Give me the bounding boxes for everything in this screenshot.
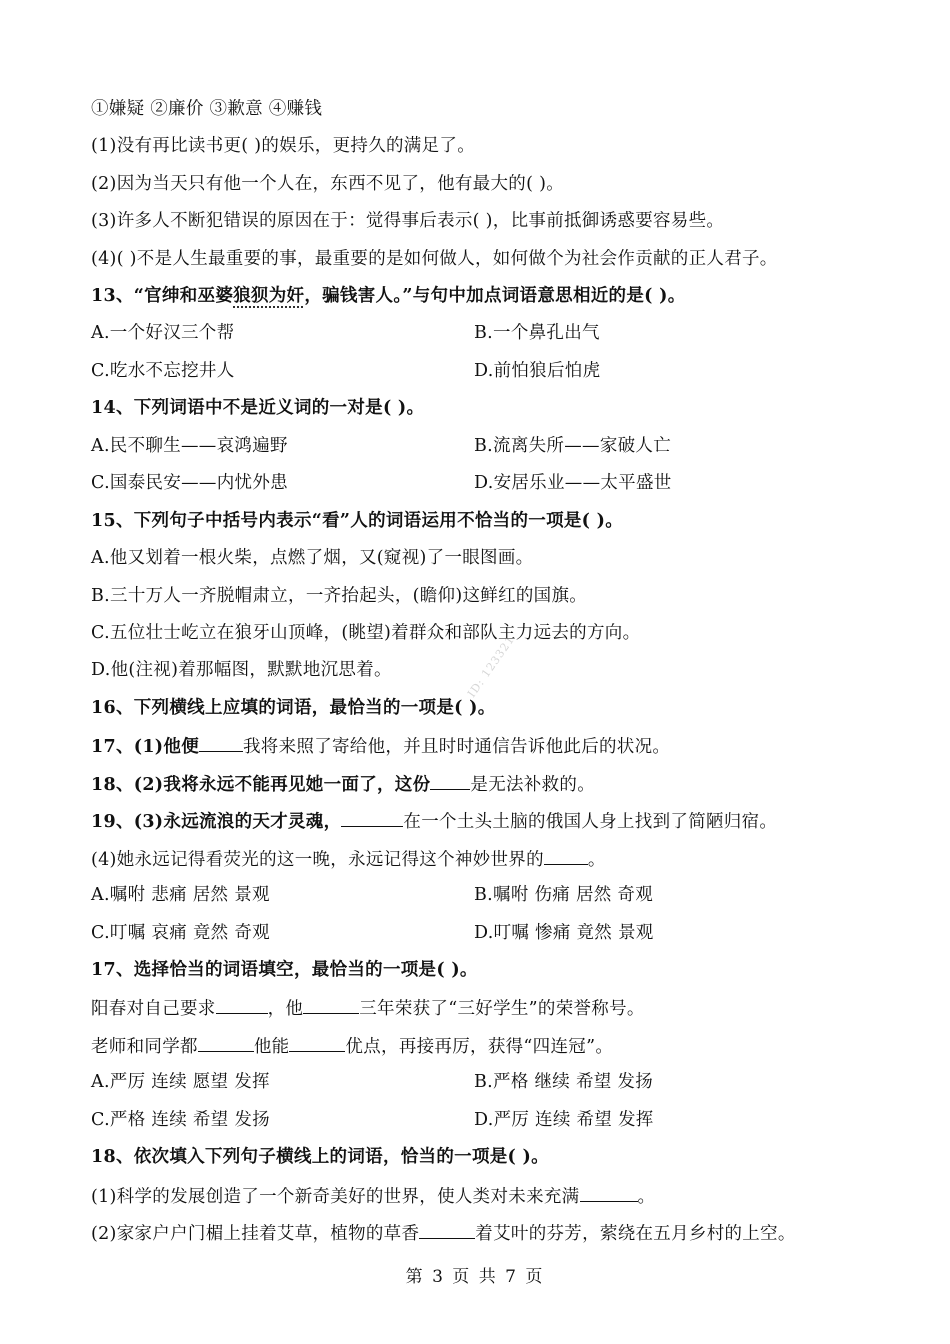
sentence-2: (2)因为当天只有他一个人在，东西不见了，他有最大的( )。: [91, 174, 565, 194]
fill-blank: [430, 771, 470, 790]
sentence-18b-2: (2)家家户户门楣上挂着艾草，植物的草香 着艾叶的芬芳，萦绕在五月乡村的上空。: [91, 1220, 796, 1246]
option-a: A.他又划着一根火柴，点燃了烟，又(窥视)了一眼图画。: [91, 548, 534, 568]
question-15: 15、下列句子中括号内表示“看”人的词语运用不恰当的一项是( )。: [91, 511, 624, 531]
word-options: ①嫌疑 ②廉价 ③歉意 ④赚钱: [91, 99, 323, 119]
option-a: A.民不聊生——哀鸿遍野: [91, 436, 288, 456]
option-c: C.叮嘱 哀痛 竟然 奇观: [91, 923, 270, 943]
fill-blank: [419, 1220, 475, 1239]
fill-blank: [580, 1183, 638, 1202]
option-c: C.五位壮士屹立在狼牙山顶峰，(眺望)着群众和部队主力远去的方向。: [91, 623, 641, 643]
option-d: D.严厉 连续 希望 发挥: [474, 1110, 654, 1130]
question-19-part: 19、(3)永远流浪的天才灵魂， 在一个土头土脑的俄国人身上找到了简陋归宿。: [91, 808, 777, 834]
option-c: C.吃水不忘挖井人: [91, 361, 235, 381]
sentence-1: (1)没有再比读书更( )的娱乐，更持久的满足了。: [91, 136, 476, 156]
option-a: A.严厉 连续 愿望 发挥: [91, 1072, 270, 1092]
sentence-3: (3)许多人不断犯错误的原因在于：觉得事后表示( )，比事前抵御诱惑要容易些。: [91, 211, 725, 231]
option-b: B.严格 继续 希望 发扬: [474, 1072, 654, 1092]
sentence-17b-2: 老师和同学都 他能 优点，再接再厉，获得“四连冠”。: [91, 1033, 613, 1059]
question-18-part: 18、(2)我将永远不能再见她一面了，这份 是无法补救的。: [91, 771, 595, 797]
option-b: B.流离失所——家破人亡: [474, 436, 672, 456]
option-b: B.一个鼻孔出气: [474, 323, 600, 343]
watermark: ID: 123321: [465, 633, 518, 700]
option-c: C.国泰民安——内忧外患: [91, 473, 288, 493]
fill-blank: [341, 808, 403, 827]
sentence-17b-1: 阳春对自己要求 ，他 三年荣获了“三好学生”的荣誉称号。: [91, 995, 645, 1021]
option-c: C.严格 连续 希望 发扬: [91, 1110, 270, 1130]
option-b: B.嘱咐 伤痛 居然 奇观: [474, 885, 654, 905]
question-14: 14、下列词语中不是近义词的一对是( )。: [91, 398, 425, 418]
option-b: B.三十万人一齐脱帽肃立，一齐抬起头，(瞻仰)这鲜红的国旗。: [91, 586, 588, 606]
option-d: D.叮嘱 惨痛 竟然 景观: [474, 923, 654, 943]
question-17b: 17、选择恰当的词语填空，最恰当的一项是( )。: [91, 960, 478, 980]
page-footer: 第 3 页 共 7 页: [405, 1267, 545, 1287]
question-13: 13、“官绅和巫婆狼狈为奸，骗钱害人。”与句中加点词语意思相近的是( )。: [91, 286, 686, 306]
fill-blank: [544, 846, 588, 865]
fill-blank: [198, 1033, 254, 1052]
fill-blank: [289, 1033, 345, 1052]
sentence-4b: (4)她永远记得看荧光的这一晚，永远记得这个神妙世界的 。: [91, 846, 606, 872]
fill-blank: [303, 995, 359, 1014]
dotted-phrase: 狼狈为奸: [233, 286, 305, 306]
question-18b: 18、依次填入下列句子横线上的词语，恰当的一项是( )。: [91, 1147, 549, 1167]
question-16: 16、下列横线上应填的词语，最恰当的一项是( )。: [91, 698, 496, 718]
fill-blank: [199, 733, 243, 752]
option-d: D.前怕狼后怕虎: [474, 361, 601, 381]
sentence-18b-1: (1)科学的发展创造了一个新奇美好的世界，使人类对未来充满 。: [91, 1183, 655, 1209]
sentence-4: (4)( )不是人生最重要的事，最重要的是如何做人，如何做个为社会作贡献的正人君子。: [91, 249, 778, 269]
question-17-part: 17、(1)他便 我将来照了寄给他，并且时时通信告诉他此后的状况。: [91, 733, 670, 759]
option-d: D.他(注视)着那幅图，默默地沉思着。: [91, 660, 392, 680]
option-a: A.一个好汉三个帮: [91, 323, 235, 343]
option-a: A.嘱咐 悲痛 居然 景观: [91, 885, 270, 905]
option-d: D.安居乐业——太平盛世: [474, 473, 672, 493]
fill-blank: [216, 995, 268, 1014]
